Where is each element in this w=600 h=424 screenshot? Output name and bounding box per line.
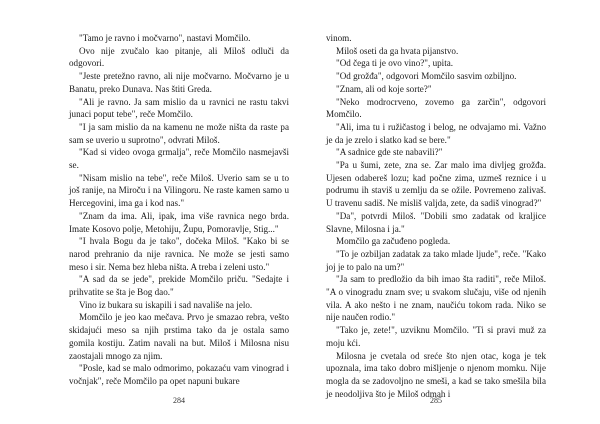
paragraph: Momčilo ga začuđeno pogleda. [336, 236, 451, 247]
paragraph: "Znam, ali od koje sorte?" [336, 83, 432, 94]
paragraph: "To je ozbiljan zadatak za tako mlade ljude", reče. "Kako joj je to palo na um?" [326, 248, 546, 272]
paragraph: "I hvala Bogu da je tako", dočeka Miloš. "Kako bi se narod prehranio da nije ravnica. Ne može se jesti samo meso i sir. Nema bez hleba ništa. A treba i zeleni usto." [69, 236, 289, 272]
paragraph: "Neko modrocrveno, zovemo ga zarčin", odgovori Momčilo. [326, 96, 546, 120]
left-page-text [69, 32, 289, 388]
paragraph: "A sad da se jede", prekide Momčilo priču. "Sedajte i prihvatite se šta je Bog dao." [69, 274, 289, 298]
paragraph: "Od čega ti je ovo vino?", upita. [336, 58, 454, 69]
paragraph-continuation: vinom. [326, 33, 352, 43]
paragraph: "Tamo je ravno i močvarno", nastavi Momčilo. [79, 33, 251, 43]
paragraph: "Da", potvrdi Miloš. "Dobili smo zadatak od kraljice Slavne, Milosna i ja." [326, 210, 546, 234]
paragraph: Vino iz bukara su iskapili i sad navališe na jelo. [79, 299, 253, 310]
paragraph: Miloš oseti da ga hvata pijanstvo. [336, 45, 459, 56]
paragraph: "Jeste pretežno ravno, ali nije močvarno. Močvarno je u Banatu, preko Dunava. Nas štiti Greda. [69, 71, 289, 94]
paragraph: "Ali je ravno. Ja sam mislio da u ravnici ne rastu takvi junaci poput tebe", reče Momčilo. [69, 96, 289, 120]
paragraph: "I ja sam mislio da na kamenu ne može ništa da raste pa sam se uverio u suprotno", odvrati Miloš. [69, 121, 289, 145]
paragraph: Ovo nije zvučalo kao pitanje, ali Miloš odluči da odgovori. [69, 45, 289, 69]
page-number: 284 [173, 396, 185, 405]
paragraph: Momčilo je jeo kao mečava. Prvo je smazao rebra, vešto skidajući meso sa njih prstima tako da je ostala samo gomila kostiju. Zatim navali na but. Miloš i Milosna nisu zaostajali mnogo za njim. [69, 312, 289, 361]
paragraph: "Nisam mislio na tebe", reče Miloš. Uverio sam se u to još ranije, na Miroču i na Vilingoru. Ne raste kamen samo u Hercegovini, ima ga i kod nas." [69, 172, 289, 209]
paragraph: "Tako je, zete!", uzviknu Momčilo. "Ti si pravi muž za moju kći. [326, 325, 546, 348]
right-page-text [326, 32, 546, 400]
page-number: 285 [430, 396, 442, 405]
paragraph: "Od grožđa", odgovori Momčilo sasvim ozbiljno. [336, 71, 517, 82]
paragraph: "A sadnice gde ste nabavili?" [336, 147, 443, 158]
paragraph: "Pa u šumi, zete, zna se. Zar malo ima divljeg grožđa. Ujesen odabereš lozu; kad počne zima, uzmeš reznice i u podrumu ih staviš u zemlju da se ožile. Povremeno zalivaš. U travenu sadiš. Ne misliš valjda, zete, da sadiš vinograd?" [326, 160, 546, 209]
paragraph: "Znam da ima. Ali, ipak, ima više ravnica nego brda. Imate Kosovo polje, Metohiju, Župu, Pomoravlje, Stig..." [69, 210, 289, 234]
paragraph: "Ali, ima tu i ružičastog i belog, ne odvajamo mi. Važno je da je zrelo i slatko kad se bere." [326, 121, 546, 145]
right-page [326, 32, 546, 420]
paragraph: Milosna je cvetala od sreće što njen otac, koga je tek upoznala, ima tako dobro mišljenje o njenom momku. Nije mogla da se zadovoljno ne smeši, a kad se tako smešila bila je neodoljiva što je Miloš odmah i [326, 350, 546, 399]
paragraph: "Posle, kad se malo odmorimo, pokazaću vam vinograd i vočnjak", reče Momčilo pa opet napuni bukare [69, 363, 289, 386]
paragraph: "Kad si video ovoga grmalja", reče Momčilo nasmejavši se. [69, 147, 289, 171]
left-page [69, 32, 289, 420]
paragraph: "Ja sam to predložio da bih imao šta raditi", reče Miloš. "A o vinogradu znam sve; u svakom slučaju, više od njenih vila. A ako nešto i ne znam, naučiću tokom rada. Niko se nije naučen rodio." [326, 274, 546, 323]
